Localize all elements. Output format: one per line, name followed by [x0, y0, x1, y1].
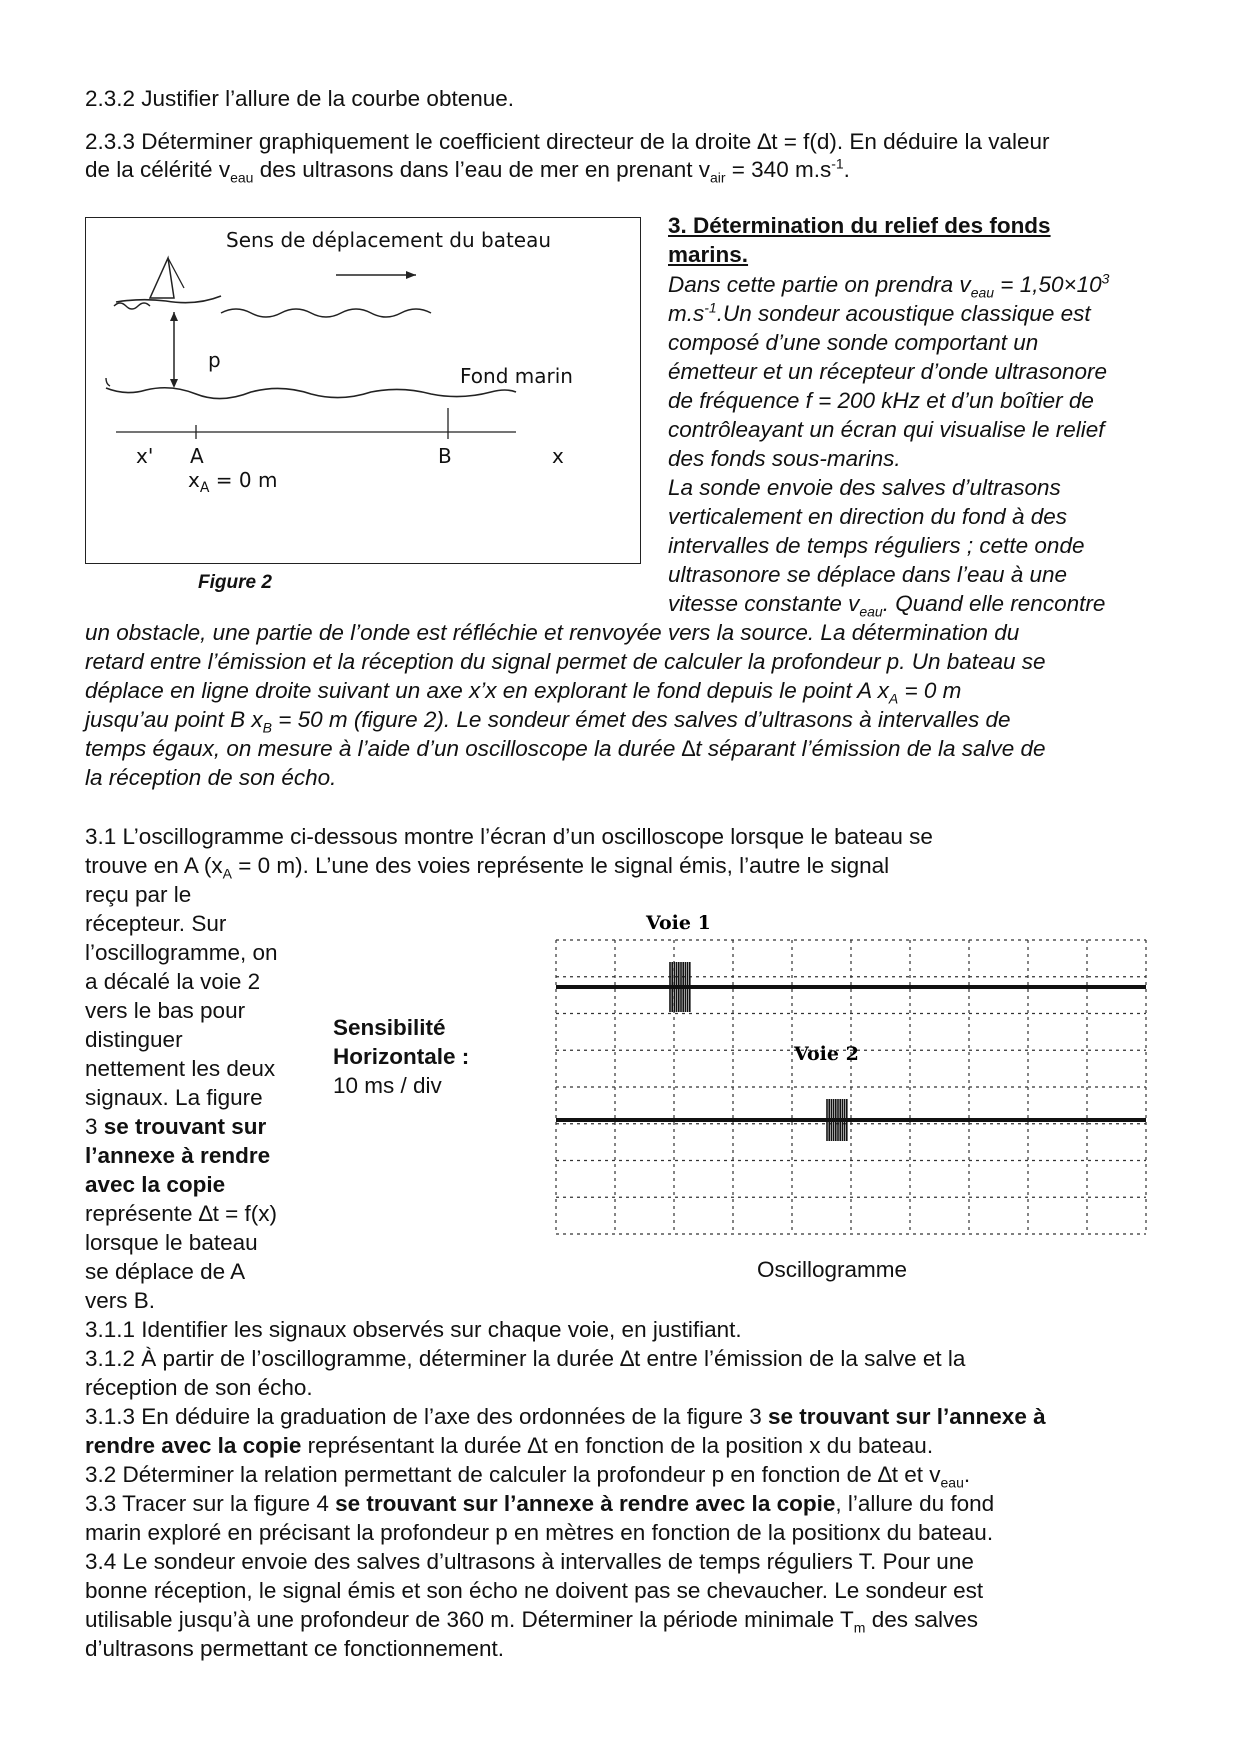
- section3-full-line: retard entre l’émission et la réception du signal permet de calculer la profondeur p. Un bateau se: [85, 649, 1046, 674]
- section3-title-l1: 3. Détermination du relief des fonds: [668, 213, 1051, 238]
- q313-line2: rendre avec la copie représentant la durée ∆t en fonction de la position x du bateau.: [85, 1433, 934, 1458]
- q31-col-line: lorsque le bateau: [85, 1230, 258, 1255]
- q34-line2: bonne réception, le signal émis et son écho ne doivent pas se chevaucher. Le sondeur est: [85, 1578, 984, 1603]
- question-2-3-2: 2.3.2 Justifier l’allure de la courbe obtenue.: [85, 86, 515, 111]
- q32: 3.2 Déterminer la relation permettant de calculer la profondeur p en fonction de ∆t et $v_{eau}$.: [85, 1462, 971, 1491]
- q311: 3.1.1 Identifier les signaux observés sur chaque voie, en justifiant.: [85, 1317, 742, 1342]
- figure-2: [85, 217, 641, 564]
- figure-2-drawing: [86, 218, 640, 563]
- q31-col-line: avec la copie: [85, 1172, 226, 1197]
- oscillogramme: [540, 900, 1160, 1250]
- direction-label: Sens de déplacement du bateau: [226, 228, 552, 252]
- section3-full-line: temps égaux, on mesure à l’aide d’un oscilloscope la durée ∆t séparant l’émission de la salve de: [85, 736, 1046, 761]
- q31-col-line: représente ∆t = f(x): [85, 1201, 277, 1226]
- question-2-3-3-line1: 2.3.3 Déterminer graphiquement le coefficient directeur de la droite ∆t = f(d). En déduire la valeur: [85, 129, 1050, 154]
- point-a-label: A: [190, 444, 204, 468]
- q31-col-line: reçu par le: [85, 882, 192, 907]
- q31-line2: trouve en A ($x_A = 0$ m). L’une des voies représente le signal émis, l’autre le signal: [85, 853, 890, 882]
- q31-col-line: a décalé la voie 2: [85, 969, 261, 994]
- question-2-3-3-line2: de la célérité $v_{eau}$ des ultrasons dans l’eau de mer en prenant $v_{air} = 340$ $m.s^{-1}$.: [85, 155, 850, 186]
- section3-line: contrôleayant un écran qui visualise le relief: [668, 417, 1105, 442]
- section3-full-line: un obstacle, une partie de l’onde est réfléchie et renvoyée vers la source. La détermination du: [85, 620, 1020, 645]
- q31-col-line: l’oscillogramme, on: [85, 940, 278, 965]
- sensibilite-l1: Sensibilité: [333, 1015, 446, 1040]
- x-prime-label: x': [136, 444, 154, 468]
- q34-line4: d’ultrasons permettant ce fonctionnement.: [85, 1636, 504, 1661]
- depth-label: p: [208, 348, 221, 372]
- q312-line1: 3.1.2 À partir de l’oscillogramme, déterminer la durée ∆t entre l’émission de la salve et la: [85, 1346, 966, 1371]
- oscillogramme-grid: [556, 940, 1146, 1234]
- q313-line1: 3.1.3 En déduire la graduation de l’axe des ordonnées de la figure 3 se trouvant sur l’annexe à: [85, 1404, 1046, 1429]
- q31-line1: 3.1 L’oscillogramme ci-dessous montre l’écran d’un oscilloscope lorsque le bateau se: [85, 824, 933, 849]
- q31-col-line: signaux. La figure: [85, 1085, 263, 1110]
- section3-line: intervalles de temps réguliers ; cette onde: [668, 533, 1085, 558]
- q31-col-line: l’annexe à rendre: [85, 1143, 271, 1168]
- section3-line: ultrasonore se déplace dans l’eau à une: [668, 562, 1068, 587]
- q31-col-line: distinguer: [85, 1027, 183, 1052]
- section3-line: Dans cette partie on prendra $v_{eau} = 1,50\times 10^3$: [668, 270, 1110, 301]
- section3-full-line: jusqu’au point B $x_B = 50$ m (figure 2). Le sondeur émet des salves d’ultrasons à intervalles de: [85, 707, 1011, 736]
- q34-line3: utilisable jusqu’à une profondeur de 360 m. Déterminer la période minimale $T_m$ des salves: [85, 1607, 978, 1636]
- q31-col-line: 3 se trouvant sur: [85, 1114, 267, 1139]
- voie1-label: Voie 1: [646, 912, 711, 934]
- section3-line: émetteur et un récepteur d’onde ultrasonore: [668, 359, 1108, 384]
- q31-col-line: nettement les deux: [85, 1056, 276, 1081]
- seabed-label: Fond marin: [460, 364, 573, 388]
- section3-title-l2: marins.: [668, 242, 749, 267]
- section3-line: vitesse constante $v_{eau}$. Quand elle rencontre: [668, 591, 1106, 620]
- sensibilite-l3: 10 ms / div: [333, 1073, 442, 1098]
- q31-col-line: vers B.: [85, 1288, 156, 1313]
- q33-line2: marin exploré en précisant la profondeur p en mètres en fonction de la positionx du bateau.: [85, 1520, 994, 1545]
- q31-col-line: se déplace de A: [85, 1259, 246, 1284]
- figure-2-caption: Figure 2: [198, 572, 272, 593]
- oscillogramme-screen: [540, 900, 1160, 1245]
- sensibilite-l2: Horizontale :: [333, 1044, 470, 1069]
- section3-line: composé d’une sonde comportant un: [668, 330, 1039, 355]
- point-b-label: B: [438, 444, 452, 468]
- xa-label: $x_A = 0$ m: [188, 468, 278, 496]
- q34-line1: 3.4 Le sondeur envoie des salves d’ultrasons à intervalles de temps réguliers T. Pour une: [85, 1549, 974, 1574]
- q31-col-line: récepteur. Sur: [85, 911, 227, 936]
- q33-line1: 3.3 Tracer sur la figure 4 se trouvant sur l’annexe à rendre avec la copie, l’allure du fond: [85, 1491, 995, 1516]
- section3-line: des fonds sous-marins.: [668, 446, 901, 471]
- section3-full-line: la réception de son écho.: [85, 765, 337, 790]
- voie2-label: Voie 2: [794, 1043, 859, 1065]
- q312-line2: réception de son écho.: [85, 1375, 313, 1400]
- oscillogramme-caption: Oscillogramme: [757, 1257, 908, 1282]
- section3-line: verticalement en direction du fond à des: [668, 504, 1067, 529]
- q31-col-line: vers le bas pour: [85, 998, 246, 1023]
- section3-line: $m.s^{-1}.Un$ sondeur acoustique classique est: [668, 299, 1091, 326]
- section3-full-line: déplace en ligne droite suivant un axe x’x en explorant le fond depuis le point A $x_A = 0$ m: [85, 678, 962, 707]
- x-axis-label: x: [552, 444, 564, 468]
- section3-line: La sonde envoie des salves d’ultrasons: [668, 475, 1061, 500]
- section3-line: de fréquence f = 200 kHz et d’un boîtier de: [668, 388, 1094, 413]
